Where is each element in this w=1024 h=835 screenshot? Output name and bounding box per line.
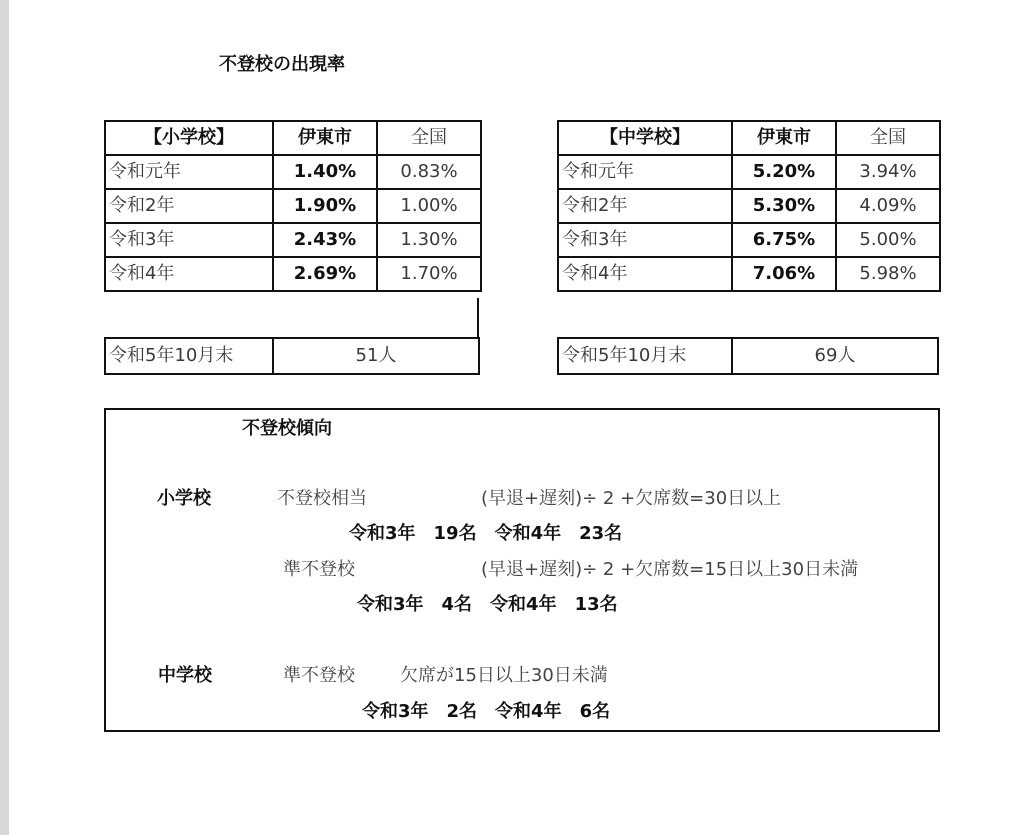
current-count-value: 69人 (814, 345, 856, 366)
table-row (105, 189, 481, 223)
ito-rate-cell: 5.30% (732, 189, 836, 223)
year-cell: 令和元年 (558, 155, 732, 189)
current-period-label: 令和5年10月末 (562, 345, 687, 366)
national-rate-cell: 3.94% (836, 155, 940, 189)
elementary-current-box (104, 337, 480, 375)
national-rate-cell: 1.70% (377, 257, 481, 291)
current-period-label: 令和5年10月末 (109, 345, 234, 366)
table-header-row (558, 121, 940, 155)
table-row (105, 223, 481, 257)
page-title: 不登校の出現率 (219, 54, 345, 75)
school-type-header: 【小学校】 (105, 121, 273, 155)
category-counts: 令和3年 19名 令和4年 23名 (349, 523, 623, 544)
national-header: 全国 (836, 121, 940, 155)
category-counts: 令和3年 4名 令和4年 13名 (357, 594, 618, 615)
category-formula: (早退+遅刻)÷ 2 +欠席数=30日以上 (481, 488, 782, 509)
national-rate-cell: 0.83% (377, 155, 481, 189)
category-name: 不登校相当 (277, 488, 367, 509)
table-row (558, 189, 940, 223)
national-header: 全国 (377, 121, 481, 155)
year-cell: 令和4年 (558, 257, 732, 291)
junior-label: 中学校 (158, 665, 212, 686)
table-row (558, 223, 940, 257)
ito-rate-cell: 1.90% (273, 189, 377, 223)
page-edge-shadow (0, 0, 9, 835)
elementary-label: 小学校 (157, 488, 211, 509)
current-count-value: 51人 (355, 345, 397, 366)
national-rate-cell: 1.00% (377, 189, 481, 223)
category-name: 準不登校 (283, 665, 355, 686)
table-header-row (105, 121, 481, 155)
ito-city-header: 伊東市 (273, 121, 377, 155)
year-cell: 令和2年 (558, 189, 732, 223)
ito-rate-cell: 5.20% (732, 155, 836, 189)
table-row (558, 155, 940, 189)
ito-rate-cell: 6.75% (732, 223, 836, 257)
junior-current-box (557, 337, 939, 375)
category-name: 準不登校 (283, 559, 355, 580)
table-row (105, 155, 481, 189)
ito-rate-cell: 1.40% (273, 155, 377, 189)
school-type-header: 【中学校】 (558, 121, 732, 155)
ito-rate-cell: 2.69% (273, 257, 377, 291)
national-rate-cell: 1.30% (377, 223, 481, 257)
category-formula: 欠席が15日以上30日未満 (400, 665, 608, 686)
year-cell: 令和2年 (105, 189, 273, 223)
national-rate-cell: 4.09% (836, 189, 940, 223)
table-row (105, 257, 481, 291)
year-cell: 令和元年 (105, 155, 273, 189)
national-rate-cell: 5.00% (836, 223, 940, 257)
junior-rate-table (557, 120, 941, 292)
year-cell: 令和3年 (105, 223, 273, 257)
trend-title: 不登校傾向 (242, 418, 332, 439)
category-counts: 令和3年 2名 令和4年 6名 (362, 701, 611, 722)
table-connector-line (477, 298, 479, 338)
ito-rate-cell: 7.06% (732, 257, 836, 291)
year-cell: 令和3年 (558, 223, 732, 257)
ito-rate-cell: 2.43% (273, 223, 377, 257)
category-formula: (早退+遅刻)÷ 2 +欠席数=15日以上30日未満 (481, 559, 859, 580)
national-rate-cell: 5.98% (836, 257, 940, 291)
year-cell: 令和4年 (105, 257, 273, 291)
elementary-rate-table (104, 120, 482, 292)
table-row (558, 257, 940, 291)
ito-city-header: 伊東市 (732, 121, 836, 155)
